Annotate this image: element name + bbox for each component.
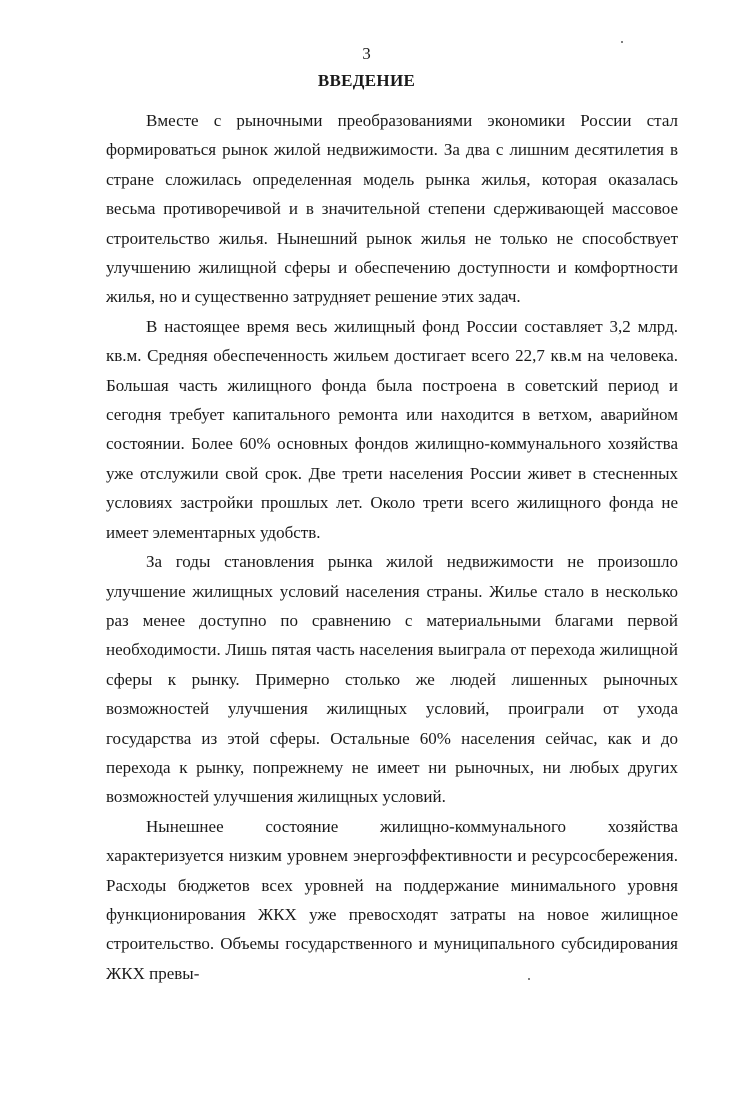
body-text <box>106 106 678 988</box>
paragraph-3: За годы становления рынка жилой недвижимости не произошло улучшение жилищных условий населения страны. Жилье стало в несколько раз менее доступно по сравнению с материальными благами первой необходимости. Лишь пятая часть населения выиграла от перехода жилищной сферы к рынку. Примерно столько же людей лишенных рыночных возможностей улучшения жилищных условий, проиграли от ухода государства из этой сферы. Остальные 60% населения сейчас, как и до перехода к рынку, попрежнему не имеет ни рыночных, ни любых других возможностей улучшения жилищных условий. <box>106 552 678 807</box>
paragraph-2: В настоящее время весь жилищный фонд России составляет 3,2 млрд. кв.м. Средняя обеспеченность жильем достигает всего 22,7 кв.м на человека. Большая часть жилищного фонда была построена в советский период и сегодня требует капитального ремонта или находится в ветхом, аварийном состоянии. Более 60% основных фондов жилищно-коммунального хозяйства уже отслужили свой срок. Две трети населения России живет в стесненных условиях застройки прошлых лет. Около трети всего жилищного фонда не имеет элементарных удобств. <box>106 316 678 542</box>
section-heading: ВВЕДЕНИЕ <box>317 71 416 90</box>
scan-speck <box>621 41 623 43</box>
paragraph-4: Нынешнее состояние жилищно-коммунального хозяйства характеризуется низким уровнем энергоэффективности и ресурсосбережения. Расходы бюджетов всех уровней на поддержание минимального уровня функционирования ЖКХ уже превосходят затраты на новое жилищное строительство. Объемы государственного и муниципального субсидирования ЖКХ превы- <box>106 816 678 983</box>
page-number: 3 <box>362 44 371 63</box>
paragraph-1: Вместе с рыночными преобразованиями экономики России стал формироваться рынок жилой недвижимости. За два с лишним десятилетия в стране сложилась определенная модель рынка жилья, которая оказалась весьма противоречивой и в значительной степени сдерживающей массовое строительство жилья. Нынешний рынок жилья не только не способствует улучшению жилищной сферы и обеспечению доступности и комфортности жилья, но и существенно затрудняет решение этих задач. <box>106 111 678 307</box>
scan-speck <box>528 978 530 980</box>
